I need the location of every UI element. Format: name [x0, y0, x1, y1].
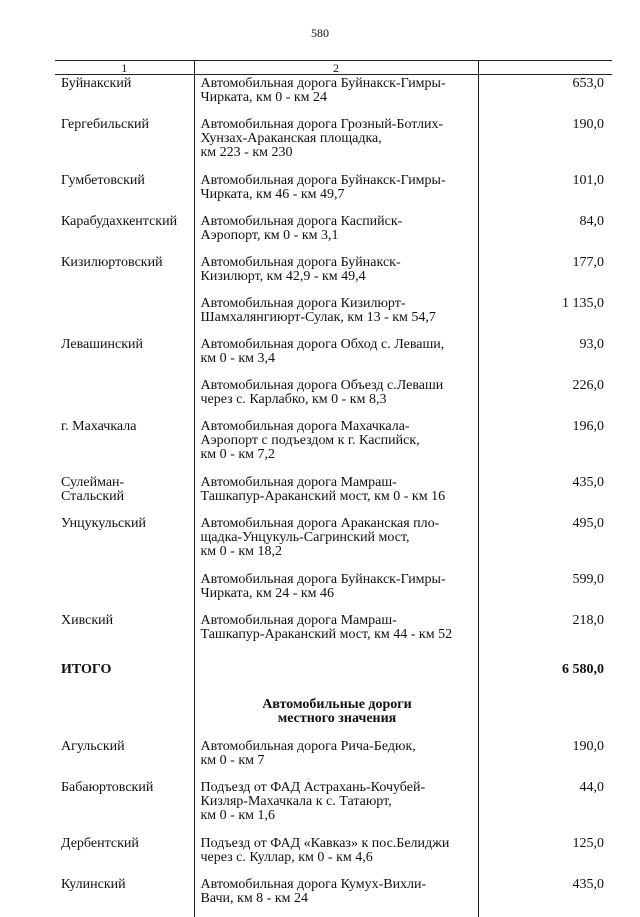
road-line: Чирката, км 24 - км 46: [200, 586, 335, 601]
road-line: через с. Куллар, км 0 - км 4,6: [200, 850, 373, 865]
road-line: км 223 - км 230: [200, 145, 293, 160]
table-row: [55, 377, 612, 418]
district-cell: [55, 295, 194, 336]
district-cell: Гергебильский: [61, 117, 149, 132]
road-line: км 0 - км 18,2: [200, 544, 282, 559]
road-line: Автомобильная дорога Буйнакск-Гимры-: [200, 76, 446, 91]
road-line: Автомобильная дорога Рича-Бедюк,: [200, 739, 416, 754]
table-row: [55, 213, 612, 254]
road-line: щадка-Унцукуль-Сагринский мост,: [200, 530, 410, 545]
length-cell: 435,0: [572, 877, 604, 892]
district-cell: [55, 377, 194, 418]
district-cell: Унцукульский: [61, 516, 147, 531]
road-line: через с. Карлабко, км 0 - км 8,3: [200, 392, 387, 407]
road-line: Автомобильная дорога Араканская пло-: [200, 516, 440, 531]
table-row: [55, 779, 612, 835]
road-line: км 0 - км 7,2: [200, 447, 275, 462]
road-cell: [194, 254, 478, 295]
road-line: Автомобильная дорога Кизилюрт-: [200, 296, 406, 311]
district-line: Стальский: [61, 489, 125, 504]
length-cell: 226,0: [572, 378, 604, 393]
district-cell: [55, 474, 194, 515]
district-cell: Гумбетовский: [61, 173, 145, 188]
table-row: [55, 75, 612, 117]
section-header-row: [55, 690, 612, 738]
table-row: [55, 172, 612, 213]
road-line: Ташкапур-Араканский мост, км 0 - км 16: [200, 489, 446, 504]
total-road-cell: [194, 653, 478, 690]
table-row: [55, 295, 612, 336]
road-line: Чирката, км 46 - км 49,7: [200, 187, 345, 202]
road-cell: [194, 515, 478, 571]
length-cell: 190,0: [572, 739, 604, 754]
table-header-row: [55, 61, 612, 75]
district-cell: Кизилюртовский: [61, 255, 163, 270]
length-cell: 190,0: [572, 117, 604, 132]
table-row: [55, 738, 612, 779]
road-cell: [194, 571, 478, 612]
section-title-line: местного значения: [277, 711, 397, 726]
district-cell: Левашинский: [61, 337, 144, 352]
road-cell: [194, 295, 478, 336]
road-line: Автомобильная дорога Объезд с.Леваши: [200, 378, 444, 393]
road-cell: [194, 612, 478, 653]
road-line: км 0 - км 7: [200, 753, 265, 768]
road-line: Автомобильная дорога Кумух-Вихли-: [200, 877, 427, 892]
section-empty-cell: [55, 690, 194, 738]
table-row: [55, 116, 612, 172]
length-cell: 101,0: [572, 173, 604, 188]
district-line: Сулейман-: [61, 475, 125, 490]
section-title-line: Автомобильные дороги: [262, 697, 412, 712]
column-header-3: [478, 61, 612, 75]
road-cell: [194, 738, 478, 779]
district-cell: Агульский: [61, 739, 125, 754]
road-line: Аэропорт, км 0 - км 3,1: [200, 228, 339, 243]
total-value: 6 580,0: [562, 662, 604, 677]
table-row: [55, 612, 612, 653]
district-cell: Карабудахкентский: [61, 214, 178, 229]
district-cell: [55, 571, 194, 612]
road-line: Автомобильная дорога Мамраш-: [200, 613, 397, 628]
road-line: Аэропорт с подъездом к г. Каспийск,: [200, 433, 420, 448]
length-cell: 653,0: [572, 76, 604, 91]
road-line: Подъезд от ФАД «Кавказ» к пос.Белиджи: [200, 836, 450, 851]
road-cell: [194, 876, 478, 917]
road-cell: [194, 116, 478, 172]
column-header-1: 1: [55, 61, 194, 75]
road-line: Шамхалянгиюрт-Сулак, км 13 - км 54,7: [200, 310, 436, 325]
road-line: Автомобильная дорога Буйнакск-Гимры-: [200, 173, 446, 188]
road-line: Кизляр-Махачкала к с. Татаюрт,: [200, 794, 392, 809]
road-line: Автомобильная дорога Буйнакск-: [200, 255, 401, 270]
table-row: [55, 474, 612, 515]
road-line: Автомобильная дорога Обход с. Леваши,: [200, 337, 445, 352]
total-label: ИТОГО: [61, 662, 112, 677]
road-cell: [194, 75, 478, 117]
road-line: Автомобильная дорога Грозный-Ботлих-: [200, 117, 444, 132]
road-line: Ташкапур-Араканский мост, км 44 - км 52: [200, 627, 453, 642]
length-cell: 495,0: [572, 516, 604, 531]
length-cell: 93,0: [579, 337, 604, 352]
section-title: [201, 692, 474, 726]
road-cell: [194, 418, 478, 474]
road-line: Чирката, км 0 - км 24: [200, 90, 328, 105]
district-cell: Хивский: [61, 613, 114, 628]
length-cell: 44,0: [579, 780, 604, 795]
road-cell: [194, 835, 478, 876]
length-cell: 599,0: [572, 572, 604, 587]
district-cell: Кулинский: [61, 877, 126, 892]
road-line: Автомобильная дорога Махачкала-: [200, 419, 410, 434]
table-row: [55, 254, 612, 295]
district-cell: г. Махачкала: [61, 419, 137, 434]
table-row: [55, 876, 612, 917]
table-row: [55, 835, 612, 876]
length-cell: 177,0: [572, 255, 604, 270]
table-row: [55, 336, 612, 377]
road-line: км 0 - км 3,4: [200, 351, 275, 366]
column-header-2: 2: [194, 61, 478, 75]
length-cell: 1 135,0: [562, 296, 604, 311]
total-row: [55, 653, 612, 690]
length-cell: 196,0: [572, 419, 604, 434]
length-cell: 435,0: [572, 475, 604, 490]
district-cell: Буйнакский: [61, 76, 132, 91]
length-cell: 125,0: [572, 836, 604, 851]
road-cell: [194, 474, 478, 515]
section-empty-cell: [478, 690, 612, 738]
road-line: Хунзах-Араканская площадка,: [200, 131, 382, 146]
road-line: км 0 - км 1,6: [200, 808, 275, 823]
road-line: Автомобильная дорога Каспийск-: [200, 214, 403, 229]
table-row: [55, 418, 612, 474]
road-cell: [194, 377, 478, 418]
district-cell: Бабаюртовский: [61, 780, 154, 795]
table-row: [55, 571, 612, 612]
road-cell: [194, 336, 478, 377]
table-row: [55, 515, 612, 571]
road-line: Автомобильная дорога Мамраш-: [200, 475, 397, 490]
road-line: Кизилюрт, км 42,9 - км 49,4: [200, 269, 366, 284]
road-cell: [194, 172, 478, 213]
length-cell: 84,0: [579, 214, 604, 229]
road-cell: [194, 213, 478, 254]
page-number: 580: [311, 26, 329, 40]
section-title-cell: [194, 690, 478, 738]
road-line: Автомобильная дорога Буйнакск-Гимры-: [200, 572, 446, 587]
district-cell: Дербентский: [61, 836, 139, 851]
roads-table: [55, 60, 612, 917]
road-cell: [194, 779, 478, 835]
road-line: Подъезд от ФАД Астрахань-Кочубей-: [200, 780, 426, 795]
length-cell: 218,0: [572, 613, 604, 628]
road-line: Вачи, км 8 - км 24: [200, 891, 309, 906]
